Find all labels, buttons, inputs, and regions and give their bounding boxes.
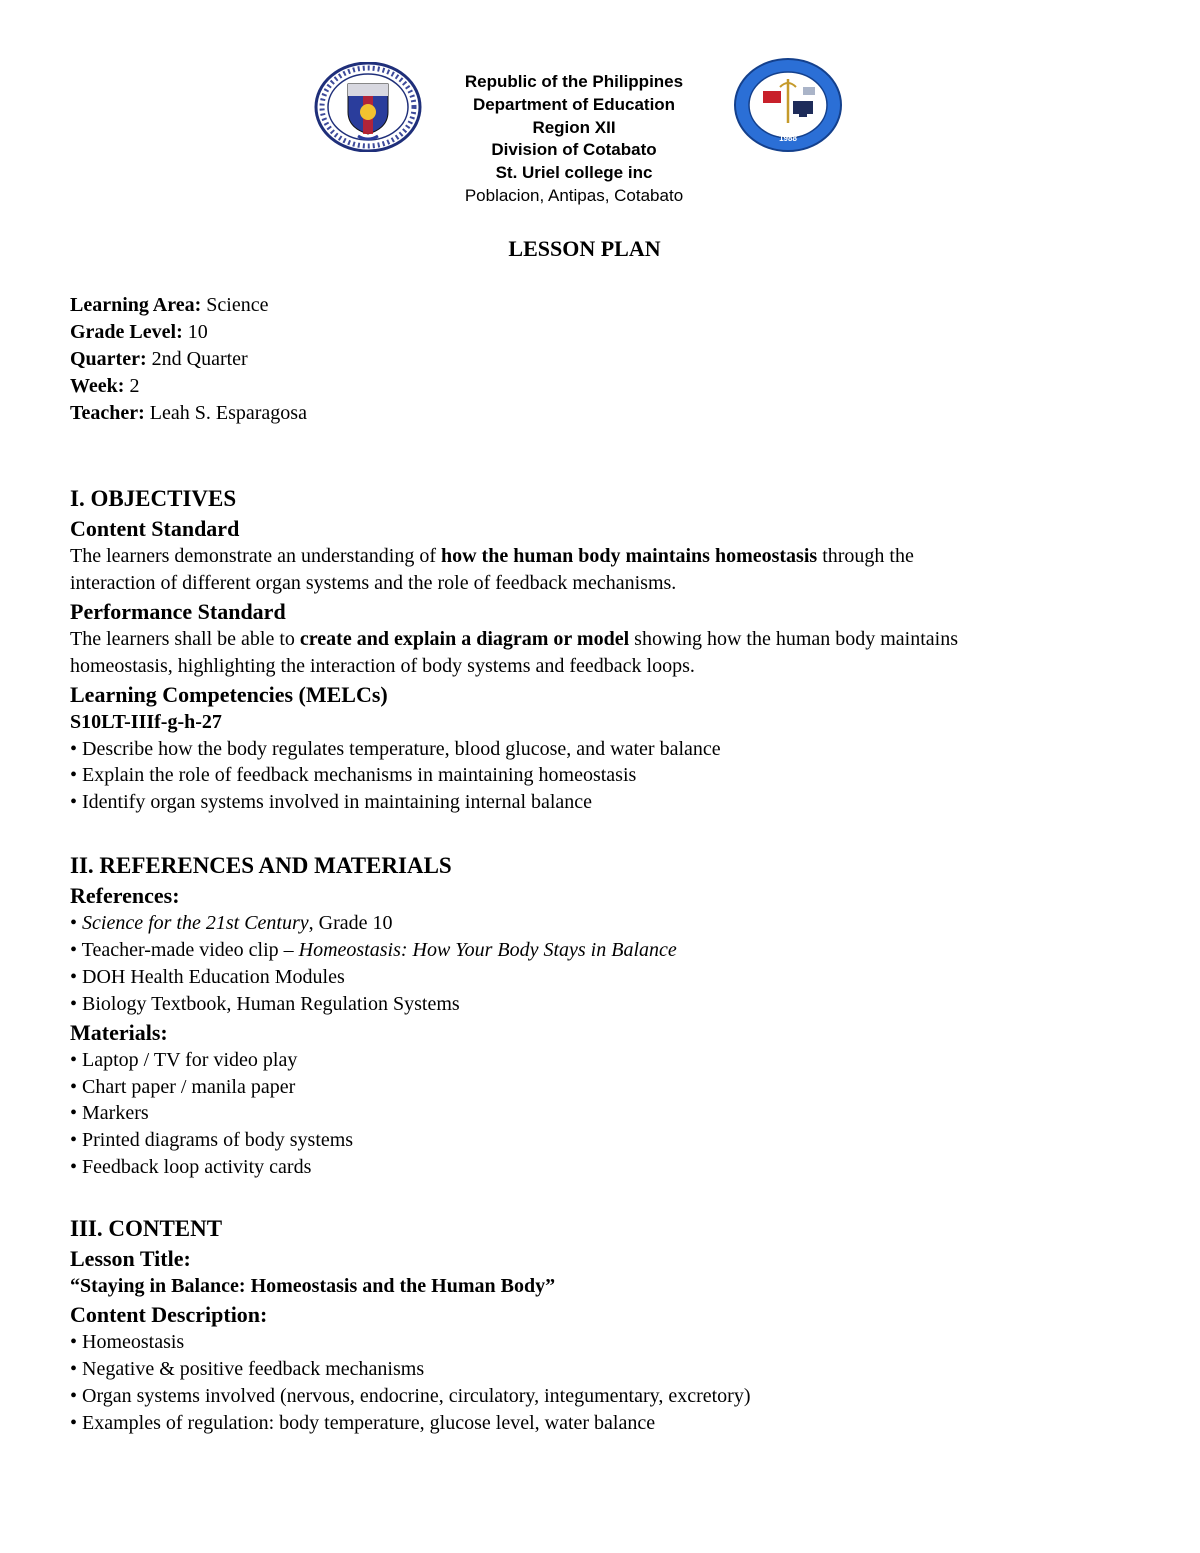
references-materials-heading: II. REFERENCES AND MATERIALS [70, 853, 452, 878]
content-description-heading: Content Description: [70, 1301, 268, 1327]
list-item: • DOH Health Education Modules [70, 965, 345, 988]
list-item: • Examples of regulation: body temperature, glucose level, water balance [70, 1411, 656, 1434]
performance-standard-text: The learners shall be able to create and explain a diagram or model showing how the human body maintains [70, 627, 959, 650]
list-item: • Markers [70, 1102, 149, 1125]
content-standard-text-2: interaction of different organ systems and the role of feedback mechanisms. [70, 571, 677, 594]
lesson-title: “Staying in Balance: Homeostasis and the Human Body” [70, 1275, 556, 1297]
materials-heading: Materials: [70, 1019, 168, 1045]
list-item: • Chart paper / manila paper [70, 1075, 296, 1098]
deped-seal-icon [314, 62, 422, 152]
list-item: • Science for the 21st Century, Grade 10 [70, 912, 393, 934]
performance-standard-text-2: homeostasis, highlighting the interaction of body systems and feedback loops. [70, 654, 695, 677]
header-department: Department of Education [472, 94, 676, 114]
list-item: • Homeostasis [70, 1330, 185, 1353]
competencies-heading: Learning Competencies (MELCs) [70, 681, 388, 707]
list-item: • Explain the role of feedback mechanisms in maintaining homeostasis [70, 764, 637, 787]
list-item: • Organ systems involved (nervous, endocrine, circulatory, integumentary, excretory) [70, 1384, 751, 1407]
performance-standard-heading: Performance Standard [70, 598, 286, 624]
list-item: • Biology Textbook, Human Regulation Systems [70, 992, 460, 1015]
info-grade-level: Grade Level: 10 [70, 320, 208, 343]
header-address: Poblacion, Antipas, Cotabato [464, 185, 684, 205]
header-division: Division of Cotabato [491, 140, 657, 160]
list-item: • Describe how the body regulates temperature, blood glucose, and water balance [70, 737, 721, 760]
content-standard-heading: Content Standard [70, 516, 240, 541]
references-heading: References: [70, 883, 180, 908]
header-school: St. Uriel college inc [495, 163, 653, 183]
list-item: • Teacher-made video clip – Homeostasis: How Your Body Stays in Balance [70, 938, 677, 961]
objectives-heading: I. OBJECTIVES [70, 486, 237, 511]
list-item: • Feedback loop activity cards [70, 1156, 312, 1179]
info-learning-area: Learning Area: Science [70, 294, 269, 316]
page-title: LESSON PLAN [508, 236, 661, 261]
content-section [70, 1214, 1150, 1437]
list-item: • Negative & positive feedback mechanisms [70, 1357, 425, 1380]
list-item: • Identify organ systems involved in maintaining internal balance [70, 791, 593, 814]
competency-code: S10LT-IIIf-g-h-27 [70, 710, 222, 733]
school-seal-icon [733, 57, 843, 153]
objectives-section [70, 484, 1150, 816]
school-seal-year: 1988 [779, 134, 797, 143]
header-region: Region XII [532, 117, 616, 137]
lesson-info [70, 292, 1150, 427]
school-header [436, 71, 712, 208]
lesson-title-heading: Lesson Title: [70, 1246, 191, 1271]
info-quarter: Quarter: 2nd Quarter [70, 347, 248, 370]
list-item: • Printed diagrams of body systems [70, 1129, 354, 1152]
info-week: Week: 2 [70, 374, 140, 397]
content-standard-text: The learners demonstrate an understanding of how the human body maintains homeostasis through the [70, 545, 914, 567]
references-section [70, 851, 1150, 1181]
header-country: Republic of the Philippines [464, 72, 684, 91]
content-heading: III. CONTENT [70, 1216, 223, 1241]
info-teacher: Teacher: Leah S. Esparagosa [70, 401, 307, 424]
list-item: • Laptop / TV for video play [70, 1048, 298, 1071]
